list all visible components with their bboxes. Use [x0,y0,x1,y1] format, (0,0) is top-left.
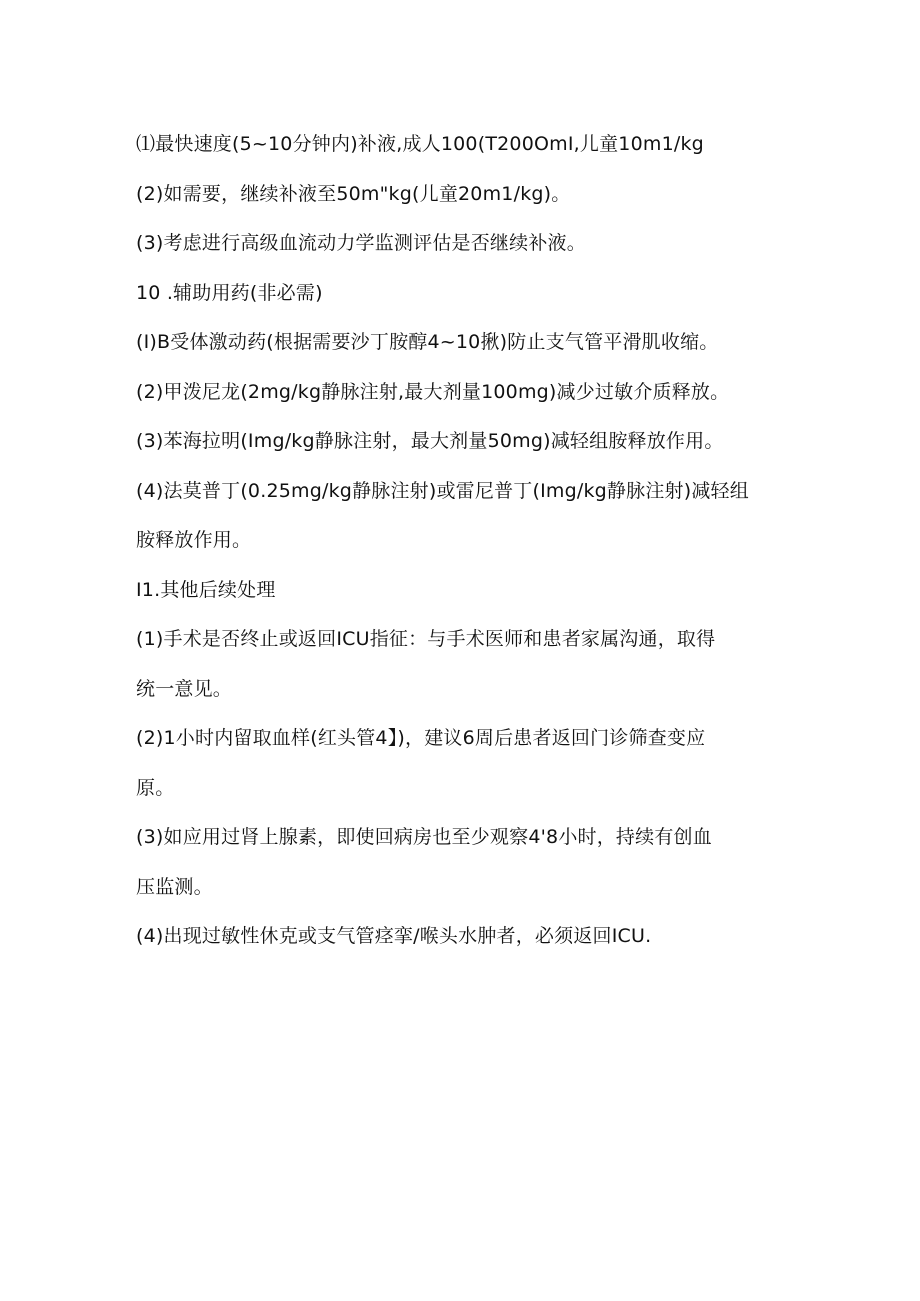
text-line-beta-agonist: (I)B受体激动药(根据需要沙丁胺醇4~10揪)防止支气管平滑肌收缩。 [136,331,719,353]
text-line-epinephrine-observation: (3)如应用过肾上腺素，即使回病房也至少观察4'8小时，持续有创血 [136,826,712,848]
text-line-blood-sample: (2)1小时内留取血样(红头管4】)，建议6周后患者返回门诊筛查变应 [136,727,706,749]
text-line-methylprednisolone: (2)甲泼尼龙(2mg∕kg静脉注射,最大剂量100mg)减少过敏介质释放。 [136,380,730,403]
text-line-famotidine: (4)法莫普丁(0.25mg∕kg静脉注射)或雷尼普丁(Img∕kg静脉注射)减轻组 [136,479,749,502]
text-line-hemodynamic-monitoring: (3)考虑进行高级血流动力学监测评估是否继续补液。 [136,232,586,254]
text-line-fluid-rate: ⑴最快速度(5~10分钟内)补液,成人100(T200OmI,儿童10m1∕kg [136,133,704,155]
text-line-return-icu: (4)出现过敏性休克或支气管痉挛/喉头水肿者，必须返回ICU. [136,925,652,947]
text-line-famotidine-cont: 胺释放作用。 [136,529,252,551]
text-line-continue-fluid: (2)如需要，继续补液至50m"kg(儿童20m1∕kg)。 [136,182,571,205]
text-line-blood-sample-cont: 原。 [136,776,175,799]
section-heading-follow-up: I1.其他后续处理 [136,578,276,601]
text-line-surgery-termination-cont: 统一意见。 [136,677,233,700]
document-body [136,120,786,962]
text-line-diphenhydramine: (3)苯海拉明(Img∕kg静脉注射，最大剂量50mg)减轻组胺释放作用。 [136,430,724,452]
text-line-epinephrine-observation-cont: 压监测。 [136,875,213,898]
section-heading-adjuvant-drugs: 10 .辅助用药(非必需) [136,281,323,304]
text-line-surgery-termination: (1)手术是否终止或返回ICU指征：与手术医师和患者家属沟通，取得 [136,628,716,650]
